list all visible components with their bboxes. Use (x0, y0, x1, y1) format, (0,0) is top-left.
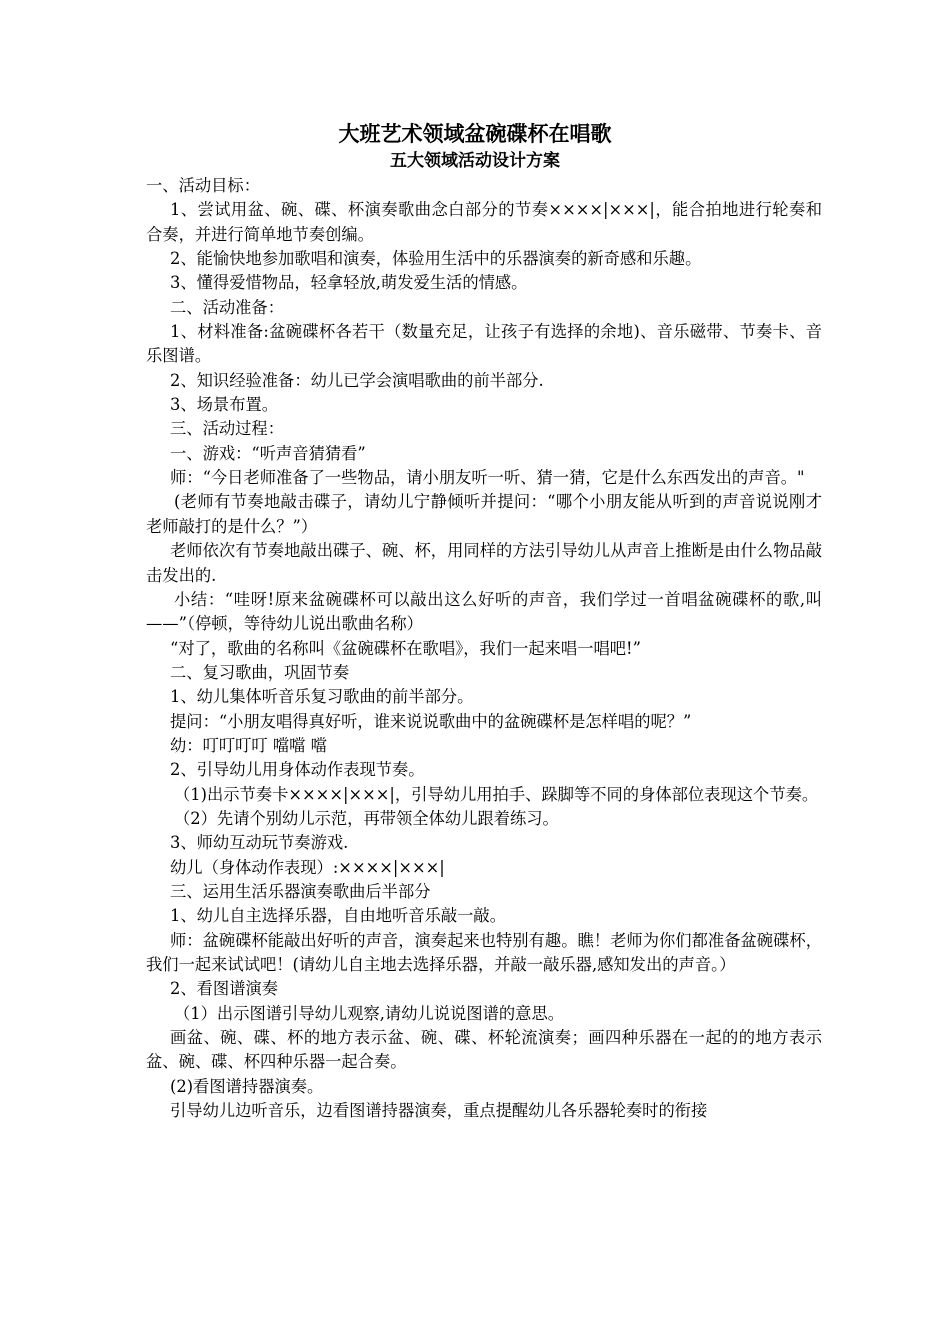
paragraph: 老师依次有节奏地敲出碟子、碗、杯，用同样的方法引导幼儿从声音上推断是由什么物品敲击发出的. (146, 541, 822, 585)
paragraph: （1）出示图谱引导幼儿观察,请幼儿说说图谱的意思。 (174, 1003, 565, 1023)
subsection-heading: 三、运用生活乐器演奏歌曲后半部分 (170, 881, 431, 901)
paragraph: （1)出示节奏卡××××|×××|，引导幼儿用拍手、跺脚等不同的身体部位表现这个节奏。 (174, 784, 819, 804)
paragraph: 3、师幼互动玩节奏游戏. (170, 833, 349, 853)
paragraph: 幼：叮叮叮叮 噹噹 噹 (170, 735, 327, 755)
paragraph: 师：“今日老师准备了一些物品，请小朋友听一听、猜一猜，它是什么东西发出的声音。" (170, 468, 805, 488)
paragraph: 3、场景布置。 (170, 395, 279, 415)
paragraph: 引导幼儿边听音乐，边看图谱持器演奏，重点提醒幼儿各乐器轮奏时的衔接 (170, 1101, 708, 1121)
paragraph: 2、能愉快地参加歌唱和演奏，体验用生活中的乐器演奏的新奇感和乐趣。 (170, 249, 702, 269)
paragraph: 师：盆碗碟杯能敲出好听的声音，演奏起来也特别有趣。瞧！老师为你们都准备盆碗碟杯，我们一起来试试吧！(请幼儿自主地去选择乐器，并敲一敲乐器,感知发出的声音。） (146, 930, 822, 974)
paragraph: “对了，歌曲的名称叫《盆碗碟杯在歌唱》，我们一起来唱一唱吧!” (170, 638, 641, 658)
paragraph: 3、懂得爱惜物品，轻拿轻放,萌发爱生活的情感。 (170, 273, 528, 293)
document-title: 大班艺术领域盆碗碟杯在唱歌 (338, 121, 612, 146)
paragraph: 1、幼儿集体听音乐复习歌曲的前半部分。 (170, 687, 474, 707)
document-subtitle: 五大领域活动设计方案 (390, 151, 560, 171)
paragraph: 小结：“哇呀!原来盆碗碟杯可以敲出这么好听的声音，我们学过一首唱盆碗碟杯的歌,叫——”（停顿，等待幼儿说出歌曲名称） (146, 589, 822, 634)
paragraph: 2、引导幼儿用身体动作表现节奏。 (170, 760, 425, 780)
paragraph: 2、知识经验准备：幼儿已学会演唱歌曲的前半部分. (170, 370, 544, 390)
subsection-heading: 二、复习歌曲，巩固节奏 (170, 662, 350, 682)
paragraph: 幼儿（身体动作表现）:××××|×××| (170, 857, 445, 877)
paragraph: 2、看图谱演奏 (170, 979, 279, 999)
paragraph: 1、材料准备:盆碗碟杯各若干（数量充足，让孩子有选择的余地)、音乐磁带、节奏卡、音乐图谱。 (146, 322, 822, 366)
paragraph: (老师有节奏地敲击碟子，请幼儿宁静倾听并提问：“哪个小朋友能从听到的声音说说刚才老师敲打的是什么？”） (146, 492, 822, 536)
document-body (146, 174, 822, 1123)
paragraph: （2）先请个别幼儿示范，再带领全体幼儿跟着练习。 (174, 808, 559, 828)
paragraph: 1、尝试用盆、碗、碟、杯演奏歌曲念白部分的节奏××××|×××|，能合拍地进行轮奏和合奏，并进行简单地节奏创编。 (146, 200, 822, 244)
paragraph: (2)看图谱持器演奏。 (170, 1076, 324, 1096)
section-heading: 三、活动过程： (170, 419, 284, 439)
paragraph: 1、幼儿自主选择乐器，自由地听音乐敲一敲。 (170, 906, 506, 926)
subsection-heading: 一、游戏：“听声音猜猜看” (170, 443, 366, 463)
paragraph: 画盆、碗、碟、杯的地方表示盆、碗、碟、杯轮流演奏；画四种乐器在一起的的地方表示盆、碗、碟、杯四种乐器一起合奏。 (146, 1028, 822, 1072)
section-heading: 二、活动准备： (170, 297, 284, 317)
paragraph: 提问：“小朋友唱得真好听，谁来说说歌曲中的盆碗碟杯是怎样唱的呢？” (170, 711, 692, 731)
section-heading: 一、活动目标： (146, 176, 260, 195)
